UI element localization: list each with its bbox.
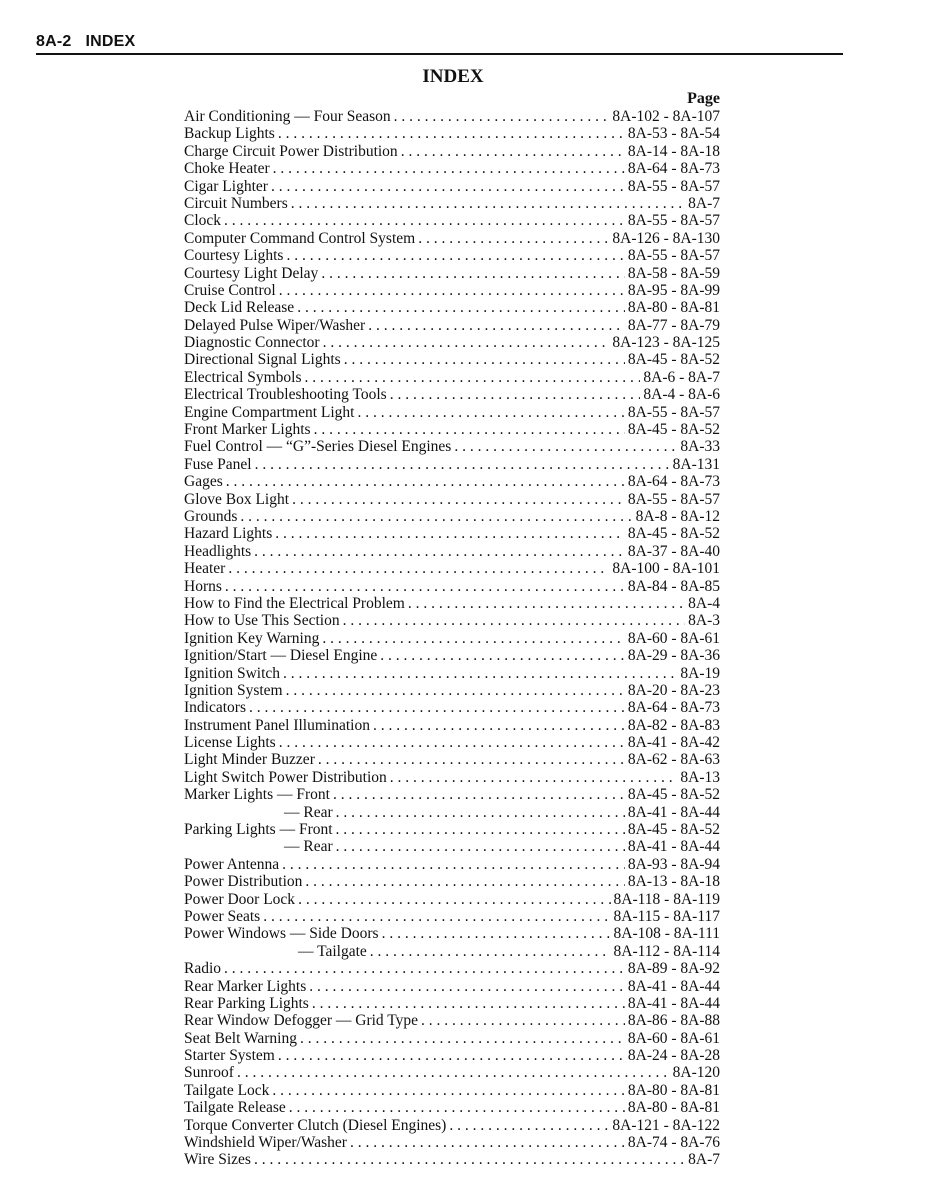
entry-pages: 8A-45 - 8A-52 — [627, 421, 720, 439]
dot-leader — [368, 317, 625, 334]
entry-pages: 8A-45 - 8A-52 — [627, 821, 720, 839]
entry-label: Clock — [184, 212, 222, 230]
index-entry — [184, 543, 720, 560]
entry-pages: 8A-29 - 8A-36 — [627, 647, 720, 665]
dot-leader — [278, 1047, 625, 1064]
entry-label: How to Find the Electrical Problem — [184, 594, 405, 612]
entry-pages: 8A-93 - 8A-94 — [627, 855, 720, 873]
entry-label: Deck Lid Release — [184, 299, 295, 317]
dot-leader — [279, 734, 625, 751]
entry-label: Power Antenna — [184, 855, 280, 873]
entry-pages: 8A-121 - 8A-122 — [612, 1116, 720, 1134]
entry-label: Fuse Panel — [184, 455, 252, 473]
index-entry — [184, 247, 720, 264]
entry-label: Ignition Switch — [184, 664, 281, 682]
entry-pages: 8A-80 - 8A-81 — [627, 1081, 720, 1099]
page-title: INDEX — [422, 66, 484, 87]
dot-leader — [278, 125, 625, 142]
dot-leader — [255, 456, 670, 473]
entry-label: Tailgate Release — [184, 1099, 286, 1117]
entry-label: Power Seats — [184, 907, 261, 925]
dot-leader — [279, 282, 625, 299]
entry-pages: 8A-64 - 8A-73 — [627, 473, 720, 491]
dot-leader — [283, 665, 677, 682]
index-entry — [184, 769, 720, 786]
entry-pages: 8A-19 — [680, 664, 720, 682]
entry-label: Grounds — [184, 507, 238, 525]
index-entry — [184, 317, 720, 334]
dot-leader — [454, 438, 677, 455]
entry-label: Rear Window Defogger — Grid Type — [184, 1012, 419, 1030]
entry-pages: 8A-20 - 8A-23 — [627, 681, 720, 699]
index-entry — [184, 578, 720, 595]
entry-label: Choke Heater — [184, 160, 270, 178]
dot-leader — [318, 751, 625, 768]
index-entry — [184, 438, 720, 455]
index-entry — [184, 734, 720, 751]
entry-label: Engine Compartment Light — [184, 403, 355, 421]
entry-pages: 8A-102 - 8A-107 — [612, 108, 720, 125]
dot-leader — [271, 178, 625, 195]
entry-label: Starter System — [184, 1047, 275, 1065]
entry-pages: 8A-7 — [688, 1151, 720, 1169]
index-entry — [184, 1064, 720, 1081]
entry-label: Power Windows — Side Doors — [184, 925, 379, 943]
dot-leader — [305, 873, 624, 890]
dot-leader — [254, 543, 625, 560]
entry-pages: 8A-45 - 8A-52 — [627, 786, 720, 804]
entry-pages: 8A-55 - 8A-57 — [627, 490, 720, 508]
index-entry — [184, 421, 720, 438]
entry-label: Courtesy Lights — [184, 247, 284, 265]
index-entry — [184, 908, 720, 925]
entry-label: License Lights — [184, 734, 276, 752]
entry-pages: 8A-115 - 8A-117 — [613, 907, 720, 925]
entry-label: Marker Lights — Front — [184, 786, 330, 804]
entry-pages: 8A-60 - 8A-61 — [627, 1029, 720, 1047]
entry-label: Front Marker Lights — [184, 421, 311, 439]
index-entry — [184, 925, 720, 942]
entry-pages: 8A-131 — [672, 455, 720, 473]
entry-label: Windshield Wiper/Washer — [184, 1134, 347, 1152]
dot-leader — [382, 925, 611, 942]
dot-leader — [390, 769, 678, 786]
dot-leader — [297, 299, 625, 316]
dot-leader — [289, 1099, 625, 1116]
entry-label: Electrical Troubleshooting Tools — [184, 386, 387, 404]
dot-leader — [237, 1064, 670, 1081]
entry-label: Electrical Symbols — [184, 368, 302, 386]
dot-leader — [286, 247, 624, 264]
index-entry — [184, 491, 720, 508]
entry-label: Cigar Lighter — [184, 177, 268, 195]
dot-leader — [309, 978, 625, 995]
index-entry — [184, 195, 720, 212]
entry-label: Air Conditioning — Four Season — [184, 108, 391, 125]
entry-label: Fuel Control — “G”-Series Diesel Engines — [184, 438, 452, 456]
index-entry — [184, 508, 720, 525]
page-column-heading: Page — [687, 90, 720, 107]
entry-label: Charge Circuit Power Distribution — [184, 142, 398, 160]
index-entry — [184, 682, 720, 699]
index-entry — [184, 1082, 720, 1099]
entry-pages: 8A-41 - 8A-44 — [627, 977, 720, 995]
entry-pages: 8A-112 - 8A-114 — [613, 942, 720, 960]
index-entry — [184, 943, 720, 960]
index-entry — [184, 647, 720, 664]
entry-label: Instrument Panel Illumination — [184, 716, 370, 734]
index-entry — [184, 1099, 720, 1116]
index-entry — [184, 282, 720, 299]
index-entry — [184, 838, 720, 855]
entry-pages: 8A-86 - 8A-88 — [627, 1012, 720, 1030]
entry-label: Indicators — [184, 699, 246, 717]
entry-label: Power Door Lock — [184, 890, 296, 908]
index-entry — [184, 404, 720, 421]
entry-pages: 8A-77 - 8A-79 — [627, 316, 720, 334]
running-header — [36, 33, 135, 51]
dot-leader — [343, 612, 686, 629]
entry-pages: 8A-64 - 8A-73 — [627, 699, 720, 717]
dot-leader — [312, 995, 625, 1012]
entry-pages: 8A-80 - 8A-81 — [627, 299, 720, 317]
entry-pages: 8A-41 - 8A-44 — [627, 994, 720, 1012]
dot-leader — [272, 1082, 624, 1099]
entry-pages: 8A-74 - 8A-76 — [627, 1134, 720, 1152]
entry-label: Diagnostic Connector — [184, 334, 320, 352]
dot-leader — [224, 212, 625, 229]
index-entry — [184, 1134, 720, 1151]
index-entry — [184, 525, 720, 542]
entry-pages: 8A-45 - 8A-52 — [627, 525, 720, 543]
dot-leader — [408, 595, 685, 612]
entry-pages: 8A-37 - 8A-40 — [627, 542, 720, 560]
entry-pages: 8A-55 - 8A-57 — [627, 212, 720, 230]
index-entry — [184, 369, 720, 386]
dot-leader — [336, 821, 625, 838]
dot-leader — [390, 386, 641, 403]
entry-pages: 8A-80 - 8A-81 — [627, 1099, 720, 1117]
entry-pages: 8A-41 - 8A-44 — [627, 838, 720, 856]
section-name: INDEX — [85, 33, 136, 50]
entry-pages: 8A-123 - 8A-125 — [612, 334, 720, 352]
dot-leader — [228, 560, 609, 577]
entry-label: Tailgate Lock — [184, 1081, 270, 1099]
entry-pages: 8A-126 - 8A-130 — [612, 229, 720, 247]
index-entry — [184, 630, 720, 647]
index-entry — [184, 978, 720, 995]
entry-label: Gages — [184, 473, 223, 491]
entry-pages: 8A-33 — [680, 438, 720, 456]
entry-pages: 8A-14 - 8A-18 — [627, 142, 720, 160]
index-entry — [184, 1151, 720, 1168]
index-entry — [184, 560, 720, 577]
entry-pages: 8A-7 — [688, 194, 720, 212]
entry-pages: 8A-41 - 8A-44 — [627, 803, 720, 821]
dot-leader — [449, 1117, 609, 1134]
entry-label: Circuit Numbers — [184, 194, 288, 212]
entry-pages: 8A-62 - 8A-63 — [627, 751, 720, 769]
entry-label: Wire Sizes — [184, 1151, 251, 1169]
entry-label: Ignition System — [184, 681, 283, 699]
dot-leader — [314, 421, 625, 438]
index-entry — [184, 665, 720, 682]
entry-label: Hazard Lights — [184, 525, 273, 543]
index-entry — [184, 717, 720, 734]
entry-label: Computer Command Control System — [184, 229, 416, 247]
entry-pages: 8A-100 - 8A-101 — [612, 560, 720, 578]
entry-pages: 8A-8 - 8A-12 — [635, 507, 720, 525]
entry-pages: 8A-53 - 8A-54 — [627, 125, 720, 143]
entry-pages: 8A-60 - 8A-61 — [627, 629, 720, 647]
entry-label: Cruise Control — [184, 281, 276, 299]
dot-leader — [373, 717, 625, 734]
entry-pages: 8A-55 - 8A-57 — [627, 403, 720, 421]
index-entry — [184, 351, 720, 368]
index-entry — [184, 178, 720, 195]
entry-label: Heater — [184, 560, 226, 578]
dot-leader — [344, 351, 625, 368]
entry-pages: 8A-64 - 8A-73 — [627, 160, 720, 178]
entry-label: Rear Parking Lights — [184, 994, 309, 1012]
entry-label: Courtesy Light Delay — [184, 264, 319, 282]
entry-label: Sunroof — [184, 1064, 234, 1082]
dot-leader — [298, 891, 610, 908]
entry-label: Torque Converter Clutch (Diesel Engines) — [184, 1116, 447, 1134]
entry-label: Radio — [184, 960, 222, 978]
entry-pages: 8A-24 - 8A-28 — [627, 1047, 720, 1065]
dot-leader — [240, 508, 632, 525]
header-rule — [36, 53, 843, 55]
entry-label: Glove Box Light — [184, 490, 290, 508]
index-entry — [184, 473, 720, 490]
entry-pages: 8A-82 - 8A-83 — [627, 716, 720, 734]
index-entry — [184, 108, 720, 125]
entry-label: Light Switch Power Distribution — [184, 768, 387, 786]
dot-leader — [421, 1012, 625, 1029]
entry-label: Directional Signal Lights — [184, 351, 341, 369]
entry-label: Parking Lights — Front — [184, 821, 333, 839]
index-entry — [184, 125, 720, 142]
index-entry — [184, 699, 720, 716]
index-entry — [184, 873, 720, 890]
dot-leader — [401, 143, 625, 160]
dot-leader — [321, 265, 625, 282]
dot-leader — [225, 578, 625, 595]
index-entry — [184, 751, 720, 768]
dot-leader — [394, 108, 610, 125]
entry-pages: 8A-108 - 8A-111 — [613, 925, 720, 943]
dot-leader — [263, 908, 610, 925]
entry-label: How to Use This Section — [184, 612, 340, 630]
entry-label: Ignition Key Warning — [184, 629, 320, 647]
index-entry — [184, 334, 720, 351]
dot-leader — [254, 1151, 685, 1168]
dot-leader — [336, 804, 625, 821]
entry-label: Light Minder Buzzer — [184, 751, 315, 769]
entry-label: — Rear — [284, 838, 333, 856]
entry-label: Rear Marker Lights — [184, 977, 307, 995]
entry-pages: 8A-4 — [688, 594, 720, 612]
dot-leader — [224, 960, 625, 977]
index-entry — [184, 1030, 720, 1047]
entry-pages: 8A-6 - 8A-7 — [643, 368, 720, 386]
dot-leader — [291, 195, 685, 212]
entry-pages: 8A-41 - 8A-42 — [627, 734, 720, 752]
entry-label: Horns — [184, 577, 222, 595]
entry-label: — Rear — [284, 803, 333, 821]
index-list — [184, 108, 720, 1169]
index-entry — [184, 821, 720, 838]
entry-label: Delayed Pulse Wiper/Washer — [184, 316, 366, 334]
entry-pages: 8A-58 - 8A-59 — [627, 264, 720, 282]
dot-leader — [336, 838, 625, 855]
entry-label: Headlights — [184, 542, 252, 560]
index-entry — [184, 386, 720, 403]
dot-leader — [275, 525, 625, 542]
dot-leader — [370, 943, 611, 960]
dot-leader — [322, 630, 625, 647]
entry-label: Power Distribution — [184, 873, 303, 891]
index-entry — [184, 804, 720, 821]
dot-leader — [273, 160, 625, 177]
entry-label: Ignition/Start — Diesel Engine — [184, 647, 378, 665]
entry-pages: 8A-4 - 8A-6 — [643, 386, 720, 404]
dot-leader — [357, 404, 624, 421]
index-entry — [184, 612, 720, 629]
index-entry — [184, 1117, 720, 1134]
index-entry — [184, 595, 720, 612]
entry-pages: 8A-45 - 8A-52 — [627, 351, 720, 369]
index-entry — [184, 456, 720, 473]
entry-label: — Tailgate — [298, 942, 367, 960]
entry-pages: 8A-55 - 8A-57 — [627, 177, 720, 195]
dot-leader — [300, 1030, 625, 1047]
index-entry — [184, 230, 720, 247]
entry-pages: 8A-118 - 8A-119 — [613, 890, 720, 908]
dot-leader — [286, 682, 625, 699]
entry-pages: 8A-3 — [688, 612, 720, 630]
dot-leader — [418, 230, 609, 247]
index-entry — [184, 299, 720, 316]
index-entry — [184, 786, 720, 803]
entry-pages: 8A-55 - 8A-57 — [627, 247, 720, 265]
entry-pages: 8A-13 — [680, 768, 720, 786]
dot-leader — [323, 334, 610, 351]
entry-pages: 8A-13 - 8A-18 — [627, 873, 720, 891]
dot-leader — [249, 699, 625, 716]
entry-label: Backup Lights — [184, 125, 275, 143]
index-entry — [184, 995, 720, 1012]
index-entry — [184, 265, 720, 282]
dot-leader — [226, 473, 625, 490]
index-entry — [184, 856, 720, 873]
index-entry — [184, 160, 720, 177]
dot-leader — [333, 786, 625, 803]
dot-leader — [350, 1134, 625, 1151]
page-number: 8A-2 — [36, 33, 72, 50]
dot-leader — [282, 856, 625, 873]
entry-pages: 8A-120 — [672, 1064, 720, 1082]
index-entry — [184, 1047, 720, 1064]
index-entry — [184, 960, 720, 977]
dot-leader — [305, 369, 641, 386]
index-entry — [184, 143, 720, 160]
index-entry — [184, 891, 720, 908]
index-entry — [184, 212, 720, 229]
entry-pages: 8A-89 - 8A-92 — [627, 960, 720, 978]
entry-pages: 8A-95 - 8A-99 — [627, 281, 720, 299]
index-entry — [184, 1012, 720, 1029]
dot-leader — [292, 491, 625, 508]
dot-leader — [380, 647, 625, 664]
entry-pages: 8A-84 - 8A-85 — [627, 577, 720, 595]
entry-label: Seat Belt Warning — [184, 1029, 297, 1047]
